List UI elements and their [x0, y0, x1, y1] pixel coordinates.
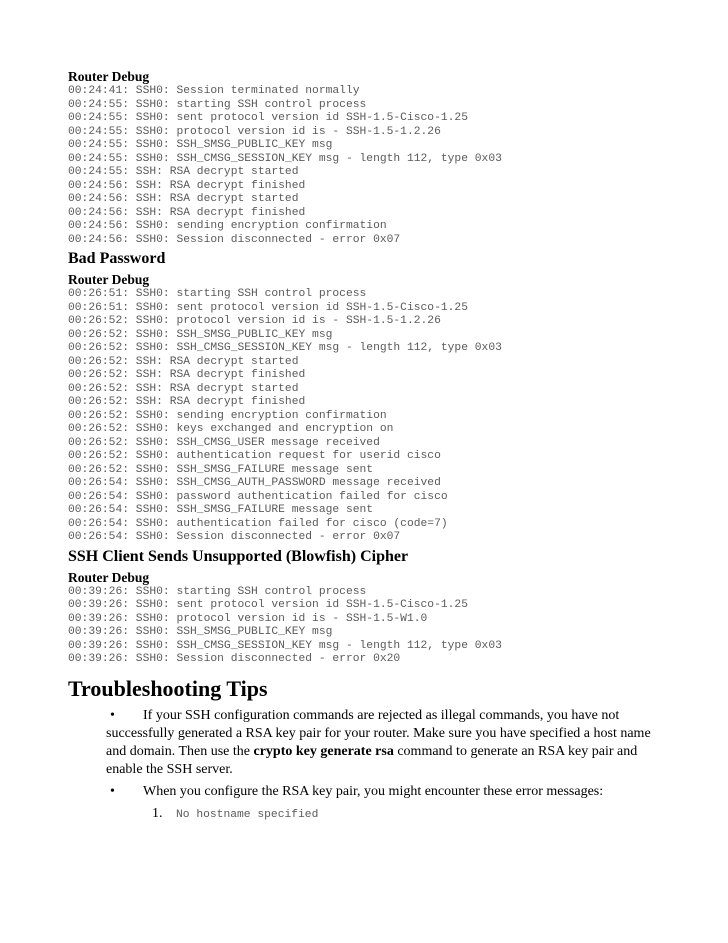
- debug-line: 00:26:54: SSH0: password authentication failed for cisco: [68, 490, 448, 503]
- error-message-item-1: [68, 805, 668, 824]
- tip-item-1: [68, 707, 668, 779]
- debug-line: 00:26:52: SSH: RSA decrypt started: [68, 355, 299, 368]
- tip-text-1-part-a: If your SSH configuration commands are rejected as illegal commands, you have not successfully generated a RSA key pair for your router. Make sure you have specified a host name and domain. Then use the: [106, 707, 651, 759]
- debug-line: 00:39:26: SSH0: protocol version id is - SSH-1.5-W1.0: [68, 612, 428, 625]
- debug-line: 00:26:51: SSH0: starting SSH control process: [68, 288, 367, 300]
- debug-line: 00:26:52: SSH0: protocol version id is - SSH-1.5-1.2.26: [68, 315, 441, 327]
- debug-line: 00:26:52: SSH: RSA decrypt finished: [68, 396, 306, 408]
- debug-line: 00:24:55: SSH0: protocol version id is - SSH-1.5-1.2.26: [68, 125, 441, 138]
- debug-line: 00:24:55: SSH0: sent protocol version id SSH-1.5-Cisco-1.25: [68, 112, 468, 124]
- debug-line: 00:24:56: SSH: RSA decrypt finished: [68, 206, 306, 219]
- debug-line: 00:39:26: SSH0: Session disconnected - error 0x20: [68, 653, 401, 665]
- debug-line: 00:39:26: SSH0: starting SSH control process: [68, 585, 367, 598]
- document-page: [68, 68, 668, 824]
- router-debug-label-1: Router Debug: [68, 69, 150, 84]
- router-debug-label-3: Router Debug: [68, 569, 150, 585]
- error-message-list: [68, 805, 668, 824]
- debug-line: 00:39:26: SSH0: sent protocol version id SSH-1.5-Cisco-1.25: [68, 599, 468, 611]
- debug-line: 00:26:52: SSH0: SSH_SMSG_FAILURE message sent: [68, 463, 374, 476]
- debug-line: 00:24:55: SSH0: starting SSH control process: [68, 98, 367, 111]
- debug-line: 00:39:26: SSH0: SSH_CMSG_SESSION_KEY msg - length 112, type 0x03: [68, 639, 502, 652]
- error-message-text: No hostname specified: [176, 808, 319, 821]
- debug-line: 00:26:52: SSH0: SSH_CMSG_SESSION_KEY msg - length 112, type 0x03: [68, 342, 502, 354]
- debug-line: 00:26:52: SSH0: keys exchanged and encryption on: [68, 423, 394, 435]
- debug-line: 00:26:52: SSH0: SSH_SMSG_PUBLIC_KEY msg: [68, 328, 333, 341]
- bullet-icon: •: [110, 707, 115, 723]
- debug-line: 00:26:54: SSH0: authentication failed for cisco (code=7): [68, 517, 448, 530]
- debug-line: 00:24:56: SSH: RSA decrypt started: [68, 193, 299, 205]
- debug-output-1: [68, 85, 668, 247]
- router-debug-label-2: Router Debug: [68, 272, 150, 287]
- tip-text-1: [106, 707, 668, 779]
- debug-line: 00:24:55: SSH0: SSH_CMSG_SESSION_KEY msg - length 112, type 0x03: [68, 152, 502, 165]
- debug-line: 00:24:56: SSH: RSA decrypt finished: [68, 179, 306, 192]
- debug-line: 00:26:54: SSH0: Session disconnected - error 0x07: [68, 531, 401, 543]
- debug-line: 00:24:56: SSH0: sending encryption confirmation: [68, 220, 387, 232]
- heading-unsupported-cipher: SSH Client Sends Unsupported (Blowfish) Cipher: [68, 547, 409, 565]
- debug-line: 00:26:54: SSH0: SSH_SMSG_FAILURE message sent: [68, 504, 374, 516]
- debug-line: 00:24:56: SSH0: Session disconnected - error 0x07: [68, 233, 401, 246]
- debug-line: 00:26:51: SSH0: sent protocol version id SSH-1.5-Cisco-1.25: [68, 301, 468, 314]
- tips-list: [68, 707, 668, 801]
- debug-output-2: [68, 288, 668, 545]
- bullet-icon: •: [110, 783, 115, 799]
- debug-line: 00:24:55: SSH: RSA decrypt started: [68, 166, 299, 178]
- tip-text-2: When you configure the RSA key pair, you might encounter these error messages:: [143, 783, 604, 799]
- debug-line: 00:26:52: SSH: RSA decrypt started: [68, 382, 299, 395]
- heading-troubleshooting-tips: Troubleshooting Tips: [68, 675, 268, 701]
- list-number: 1.: [152, 805, 163, 821]
- debug-line: 00:26:52: SSH0: SSH_CMSG_USER message received: [68, 436, 380, 449]
- debug-line: 00:39:26: SSH0: SSH_SMSG_PUBLIC_KEY msg: [68, 626, 333, 638]
- debug-line: 00:26:54: SSH0: SSH_CMSG_AUTH_PASSWORD message received: [68, 477, 441, 489]
- debug-line: 00:24:55: SSH0: SSH_SMSG_PUBLIC_KEY msg: [68, 139, 333, 151]
- tip-text-1-part-b: command to generate an RSA key pair and enable the SSH server.: [106, 743, 638, 777]
- tip-item-2: [68, 783, 668, 801]
- debug-line: 00:26:52: SSH0: sending encryption confirmation: [68, 409, 387, 422]
- command-crypto-key-generate-rsa: crypto key generate rsa: [253, 743, 394, 759]
- debug-line: 00:24:41: SSH0: Session terminated normally: [68, 85, 360, 97]
- heading-bad-password: Bad Password: [68, 250, 166, 267]
- debug-output-3: [68, 586, 668, 667]
- debug-line: 00:26:52: SSH: RSA decrypt finished: [68, 369, 306, 381]
- debug-line: 00:26:52: SSH0: authentication request for userid cisco: [68, 450, 441, 462]
